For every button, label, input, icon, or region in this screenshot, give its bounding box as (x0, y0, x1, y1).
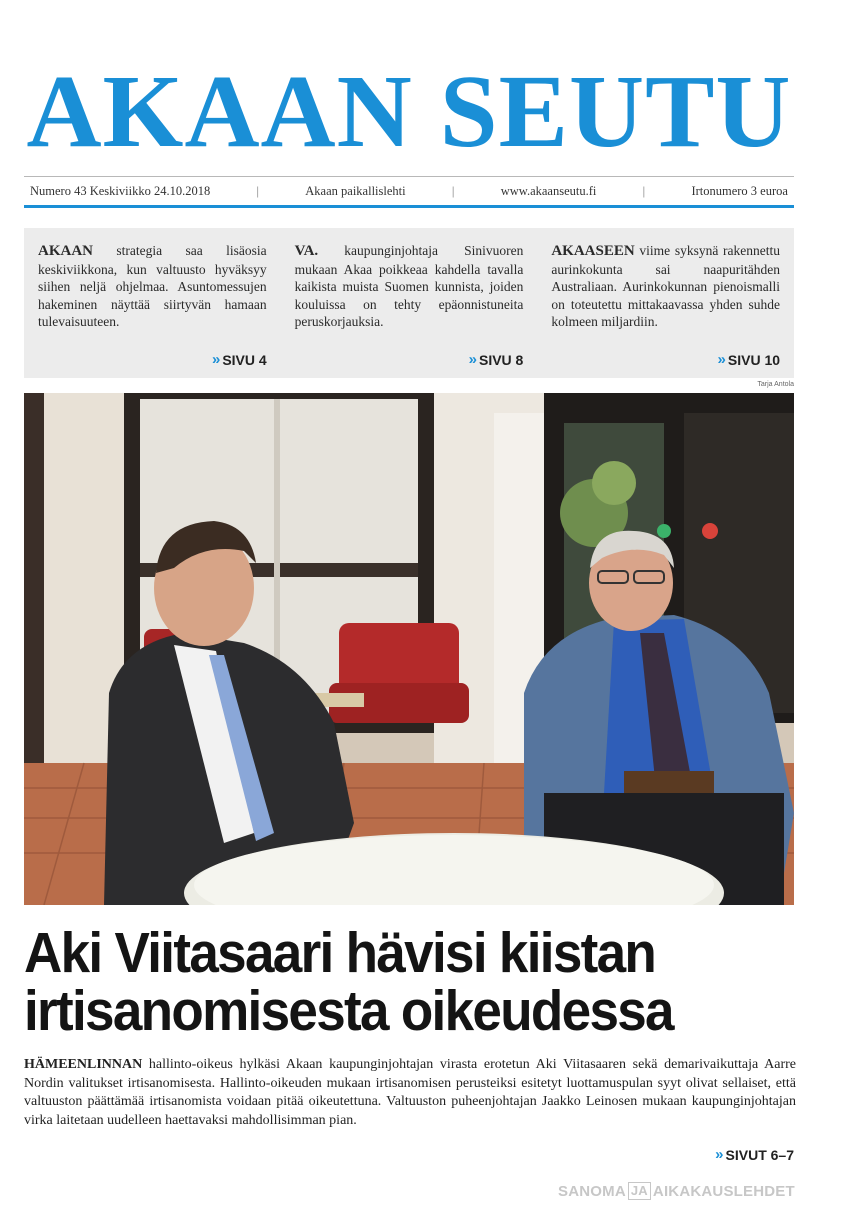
issue-info: Numero 43 Keskiviikko 24.10.2018 (30, 183, 211, 198)
article-body (24, 1056, 796, 1130)
blue-divider (24, 205, 794, 208)
separator: | (256, 183, 259, 198)
teaser-page-link[interactable] (212, 351, 267, 368)
photo-credit: Tarja Antola (757, 381, 794, 388)
article-lead: HÄMEENLINNAN (24, 1057, 143, 1072)
teaser-lead: AKAAN (38, 243, 93, 259)
teaser-3[interactable] (537, 228, 794, 378)
watermark-box: JA (628, 1182, 651, 1200)
double-chevron-icon: » (211, 351, 218, 368)
top-divider (24, 176, 794, 177)
teaser-1[interactable] (24, 228, 281, 378)
masthead-title: AKAAN SEUTU (26, 54, 792, 169)
cover-photo (24, 393, 794, 905)
article-headline (24, 921, 749, 1043)
headline-line: irtisanomisesta oikeudessa (24, 979, 673, 1043)
info-bar (24, 180, 794, 202)
headline-line: Aki Viitasaari hävisi kiistan (24, 921, 656, 985)
separator: | (642, 183, 646, 198)
teaser-text (551, 242, 780, 331)
double-chevron-icon: » (717, 351, 723, 368)
double-chevron-icon: » (468, 351, 474, 368)
price-info: Irtonumero 3 euroa (691, 183, 788, 198)
tagline: Akaan paikallislehti (305, 183, 406, 198)
teaser-lead: AKAASEEN (551, 243, 635, 259)
teaser-2[interactable] (281, 228, 538, 378)
teaser-text (295, 242, 524, 331)
teaser-strip (24, 228, 794, 378)
double-chevron-icon: » (715, 1146, 721, 1163)
watermark-left: SANOMA (558, 1182, 626, 1200)
teaser-page-link[interactable] (718, 351, 780, 368)
teaser-text (38, 242, 267, 331)
teaser-body: viime syksynä rakennettu aurinkokunta sai naapuritähden Australiaan. Aurinkokunnan pienoismalli on toteutettu mittakaavassa yhden suhde kolmeen miljardiin. (551, 243, 781, 329)
watermark-right: AIKAKAUSLEHDET (652, 1182, 795, 1200)
website-link[interactable]: www.akaanseutu.fi (500, 183, 597, 198)
teaser-body: strategia saa lisäosia keskiviikkona, kun valtuusto hyväksyy siihen neljä ohjelmaa. Asuntomessujen hakeminen näyttää siirtyvän hamaan tulevaisuuteen. (38, 243, 267, 329)
publisher-watermark (558, 1180, 840, 1202)
teaser-page: SIVU 4 (222, 351, 267, 368)
teaser-body: kaupunginjohtaja Sinivuoren mukaan Akaa poikkeaa kahdella tavalla kaikista muista Suomen kunnista, joiden kouluissa on tehty epäonnistuneita peruskorjauksia. (294, 243, 524, 329)
teaser-page: SIVU 10 (727, 351, 781, 368)
cover-photo-illustration (24, 393, 794, 905)
article-text: hallinto-oikeus hylkäsi Akaan kaupunginjohtajan virasta erotetun Aki Viitasaaren sekä demarivaikuttaja Aarre Nordin valitukset irtisanomisesta. Hallinto-oikeuden mukaan irtisanomisen perusteiksi esitetyt luottamuspulan syyt olivat sellaiset, että valtuuston päättämää irtisanomista voidaan pitää oikeutettuna. Valtuuston puheenjohtajan Jaakko Leinosen mukaan kaupunginjohtajan virka laitetaan uudelleen haettavaksi mahdollisimman pian. (24, 1057, 796, 1128)
teaser-page: SIVU 8 (478, 351, 524, 368)
separator: | (451, 183, 455, 198)
article-pages: SIVUT 6–7 (725, 1146, 794, 1163)
teaser-lead: VA. (294, 243, 319, 259)
teaser-page-link[interactable] (469, 351, 524, 368)
article-page-link[interactable] (715, 1146, 794, 1163)
